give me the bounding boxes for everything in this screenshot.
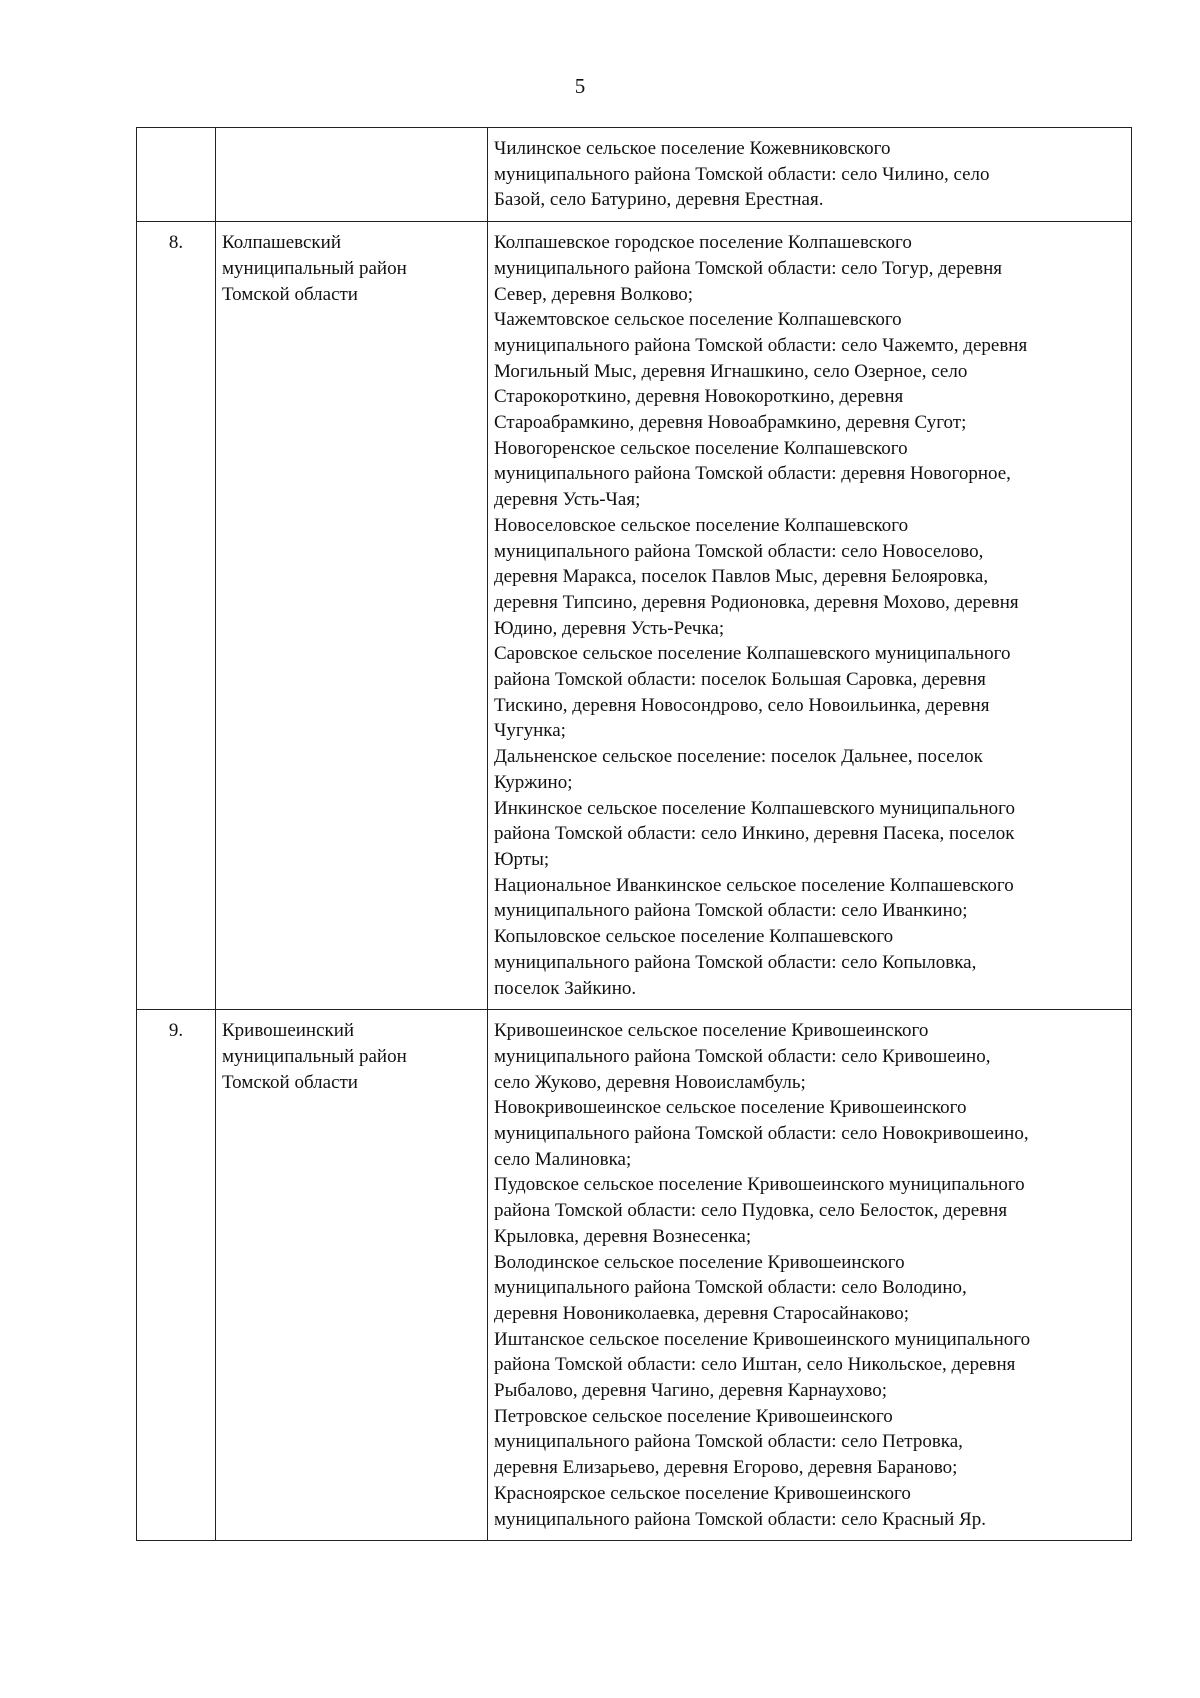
settlement-line: Куржино; [494,771,573,793]
settlement-line: района Томской области: село Инкино, деревня Пасека, поселок [494,823,1015,845]
settlement-line: района Томской области: поселок Большая Саровка, деревня [494,669,986,691]
settlements-cell [488,222,1132,1010]
row-number-cell [137,128,216,222]
settlement-line: Иштанское сельское поселение Кривошеинского муниципального [494,1328,1031,1350]
settlement-line: Старокороткино, деревня Новокороткино, деревня [494,386,904,408]
settlement-line: Юдино, деревня Усть-Речка; [494,617,725,639]
settlements-cell [488,1010,1132,1541]
settlement-line: село Жуково, деревня Новоисламбуль; [494,1071,806,1093]
settlement-line: муниципального района Томской области: село Красный Яр. [494,1508,986,1530]
settlement-line: муниципального района Томской области: село Чажемто, деревня [494,334,1028,356]
district-line: Томской области [222,283,358,305]
row-number-cell: 8. [137,222,216,1010]
district-line: Колпашевский [222,232,341,254]
settlement-line: Дальненское сельское поселение: поселок Дальнее, поселок [494,746,983,768]
settlements-table [136,127,1132,1541]
settlement-line: поселок Зайкино. [494,977,637,999]
settlement-line: Могильный Мыс, деревня Игнашкино, село Озерное, село [494,360,968,382]
settlement-line: муниципального района Томской области: село Новоселово, [494,540,984,562]
table-row [137,1010,1132,1541]
settlement-line: муниципального района Томской области: село Петровка, [494,1431,963,1453]
settlements-cell [488,128,1132,222]
settlement-line: Новогоренское сельское поселение Колпашевского [494,437,908,459]
table-row [137,222,1132,1010]
settlement-line: района Томской области: село Пудовка, село Белосток, деревня [494,1200,1008,1222]
settlement-line: деревня Новониколаевка, деревня Старосайнаково; [494,1302,910,1324]
table-row [137,128,1132,222]
settlement-line: Чилинское сельское поселение Кожевниковского [494,138,891,159]
settlement-line: Рыбалово, деревня Чагино, деревня Карнаухово; [494,1380,888,1402]
row-number-cell: 9. [137,1010,216,1541]
settlement-line: Национальное Иванкинское сельское поселение Колпашевского [494,874,1014,896]
settlement-line: муниципального района Томской области: село Иванкино; [494,900,968,922]
settlement-line: Юрты; [494,848,550,870]
district-cell [216,1010,488,1541]
settlement-line: Копыловское сельское поселение Колпашевского [494,926,894,948]
settlement-line: Чугунка; [494,720,566,742]
page-number: 5 [574,74,586,98]
settlement-line: муниципального района Томской области: село Кривошеино, [494,1045,991,1067]
settlement-line: Саровское сельское поселение Колпашевского муниципального [494,643,1011,665]
settlement-line: Колпашевское городское поселение Колпашевского [494,232,912,254]
district-line: муниципальный район [222,257,407,279]
settlement-line: Базой, село Батурино, деревня Ерестная. [494,189,824,211]
settlement-line: Новокривошеинское сельское поселение Кривошеинского [494,1097,967,1119]
settlement-line: Север, деревня Волково; [494,283,694,305]
settlement-line: муниципального района Томской области: село Чилино, село [494,163,990,185]
settlement-line: Володинское сельское поселение Кривошеинского [494,1251,905,1273]
settlement-line: Красноярское сельское поселение Кривошеинского [494,1482,911,1504]
district-cell [216,222,488,1010]
settlement-line: Чажемтовское сельское поселение Колпашевского [494,309,902,331]
settlement-line: село Малиновка; [494,1148,632,1170]
district-line: Томской области [222,1071,358,1093]
settlement-line: Петровское сельское поселение Кривошеинского [494,1405,893,1427]
settlement-line: Новоселовское сельское поселение Колпашевского [494,514,909,536]
settlement-line: деревня Маракса, поселок Павлов Мыс, деревня Белояровка, [494,566,989,588]
table-body [137,128,1132,1541]
settlement-line: района Томской области: село Иштан, село Никольское, деревня [494,1354,1016,1376]
settlement-line: Инкинское сельское поселение Колпашевского муниципального [494,797,1015,819]
settlement-line: Пудовское сельское поселение Кривошеинского муниципального [494,1174,1025,1196]
settlement-line: Кривошеинское сельское поселение Кривошеинского [494,1020,929,1042]
district-cell [216,128,488,222]
settlement-line: деревня Типсино, деревня Родионовка, деревня Мохово, деревня [494,591,1019,613]
settlement-line: муниципального района Томской области: село Копыловка, [494,951,977,973]
settlement-line: деревня Усть-Чая; [494,489,641,511]
settlement-line: муниципального района Томской области: деревня Новогорное, [494,463,1011,485]
district-line: муниципальный район [222,1045,407,1067]
district-line: Кривошеинский [222,1020,355,1042]
settlement-line: муниципального района Томской области: село Новокривошеино, [494,1123,1029,1145]
settlement-line: Тискино, деревня Новосондрово, село Новоильинка, деревня [494,694,990,716]
settlement-line: Крыловка, деревня Вознесенка; [494,1225,752,1247]
settlement-line: муниципального района Томской области: село Володино, [494,1277,967,1299]
settlement-line: деревня Елизарьево, деревня Егорово, деревня Бараново; [494,1457,958,1479]
settlement-line: Староабрамкино, деревня Новоабрамкино, деревня Сугот; [494,412,967,434]
settlement-line: муниципального района Томской области: село Тогур, деревня [494,257,1003,279]
